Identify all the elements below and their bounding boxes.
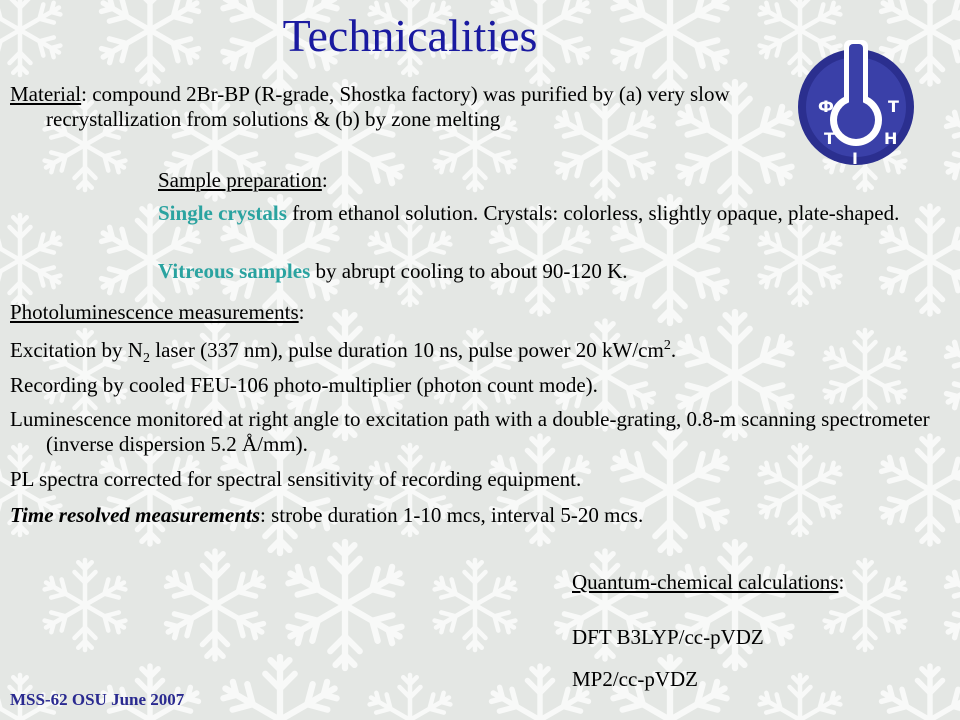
time-resolved-text: : strobe duration 1-10 mcs, interval 5-20 mcs. (260, 503, 644, 527)
footer-label: MSS-62 OSU June 2007 (10, 690, 185, 709)
excitation-text-c: . (670, 338, 677, 362)
quantum-method-2: MP2/cc-pVDZ (572, 667, 698, 691)
vitreous-paragraph (158, 259, 908, 284)
institute-logo (796, 32, 916, 182)
slide-title: Technicalities (282, 10, 538, 61)
sample-heading (158, 168, 758, 193)
vitreous-text: by abrupt cooling to about 90-120 K. (310, 259, 628, 283)
single-crystals-paragraph (158, 201, 930, 226)
excitation-subscript: 2 (142, 351, 150, 367)
quantum-heading (572, 570, 952, 595)
time-resolved-paragraph (10, 503, 940, 528)
logo-letter: Т (824, 129, 835, 148)
quantum-colon: : (838, 570, 845, 594)
material-text: : compound 2Br-BP (R-grade, Shostka factory) was purified by (a) very slow recrystallization from solutions & (b) by zone melting (46, 82, 730, 131)
quantum-label: Quantum-chemical calculations (572, 570, 839, 594)
logo-letter: І (852, 149, 858, 168)
excitation-text-a: Excitation by N (10, 338, 143, 362)
time-resolved-label: Time resolved measurements (10, 503, 261, 527)
recording-paragraph: Recording by cooled FEU-106 photo-multiplier (photon count mode). (10, 373, 598, 397)
photo-colon: : (298, 300, 305, 324)
sample-label: Sample preparation (158, 168, 322, 192)
material-label: Material (10, 82, 82, 106)
photo-label: Photoluminescence measurements (10, 300, 299, 324)
quantum-method-1: DFT B3LYP/cc-pVDZ (572, 625, 764, 649)
excitation-paragraph (10, 338, 940, 367)
sample-colon: : (321, 168, 328, 192)
single-crystals-label: Single crystals (158, 201, 287, 225)
vitreous-label: Vitreous samples (158, 259, 311, 283)
photo-heading (10, 300, 910, 325)
logo-letter: Н (884, 129, 898, 148)
excitation-text-b: laser (337 nm), pulse duration 10 ns, pulse power 20 kW/cm (149, 338, 664, 362)
pl-paragraph: PL spectra corrected for spectral sensitivity of recording equipment. (10, 467, 582, 491)
logo-letter: Т (888, 97, 899, 116)
excitation-superscript: 2 (663, 338, 671, 353)
logo-letter: Ф (818, 97, 834, 116)
luminescence-paragraph: Luminescence monitored at right angle to excitation path with a double-grating, 0.8-m scanning spectrometer (inverse dispersion 5.2 Å/mm). (10, 407, 930, 456)
material-paragraph (10, 82, 806, 132)
single-crystals-text: from ethanol solution. Crystals: colorless, slightly opaque, plate-shaped. (286, 201, 900, 225)
